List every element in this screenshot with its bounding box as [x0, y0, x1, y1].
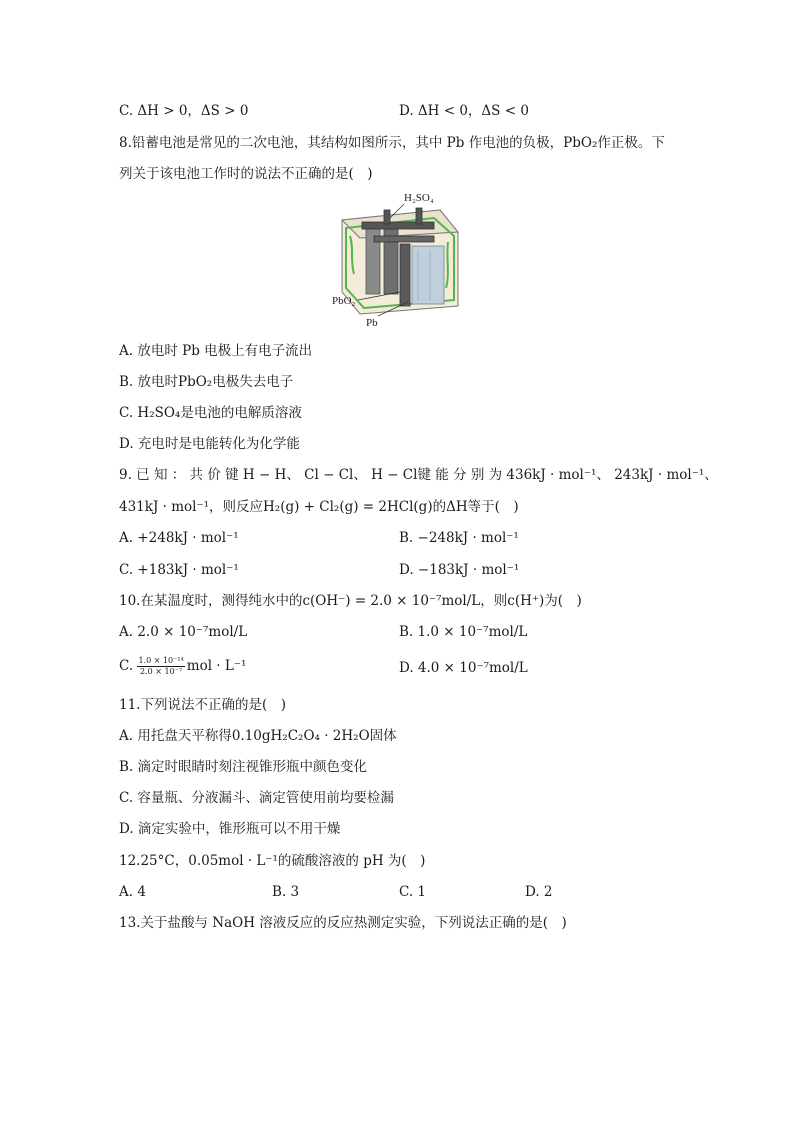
q11-stem: 11.下列说法不正确的是( ): [119, 697, 287, 713]
lead-acid-battery-figure: [320, 188, 472, 334]
q8-option-b: B. 放电时PbO₂电极失去电子: [119, 374, 294, 390]
q8-option-d: D. 充电时是电能转化为化学能: [119, 436, 300, 452]
q8-stem-line2: 列关于该电池工作时的说法不正确的是( ): [119, 166, 373, 182]
q11-option-d: D. 滴定实验中，锥形瓶可以不用干燥: [119, 821, 341, 837]
q10-option-c-fraction: [137, 656, 184, 677]
q12-option-d: D. 2: [525, 884, 553, 900]
q9-option-d: D. −183kJ · mol⁻¹: [399, 562, 520, 578]
q7-option-c: C. ΔH > 0，ΔS > 0: [119, 103, 249, 119]
pb-label: Pb: [366, 317, 378, 329]
pbo2-label: PbO₂: [332, 295, 356, 307]
q10-option-c-prefix: C.: [119, 658, 134, 674]
q8-option-c: C. H₂SO₄是电池的电解质溶液: [119, 405, 302, 421]
fraction-denominator: 2.0 × 10⁻⁷: [140, 667, 183, 676]
q12-option-a: A. 4: [119, 884, 146, 900]
q10-option-b: B. 1.0 × 10⁻⁷mol/L: [399, 624, 528, 640]
q12-option-b: B. 3: [272, 884, 300, 900]
q10-stem: 10.在某温度时，测得纯水中的c(OH⁻) = 2.0 × 10⁻⁷mol/L，则c(H⁺)为( ): [119, 593, 582, 609]
q10-option-d: D. 4.0 × 10⁻⁷mol/L: [399, 660, 528, 676]
q8-stem-line1: 8.铅蓄电池是常见的二次电池，其结构如图所示，其中 Pb 作电池的负极，PbO₂作正极。下: [119, 135, 665, 151]
q8-option-a: A. 放电时 Pb 电极上有电子流出: [119, 343, 313, 359]
q9-option-c: C. +183kJ · mol⁻¹: [119, 562, 239, 578]
q9-option-b: B. −248kJ · mol⁻¹: [399, 530, 519, 546]
q9-option-a: A. +248kJ · mol⁻¹: [119, 530, 239, 546]
q11-option-c: C. 容量瓶、分液漏斗、滴定管使用前均要检漏: [119, 790, 394, 806]
q10-option-a: A. 2.0 × 10⁻⁷mol/L: [119, 624, 248, 640]
q9-stem-line2: 431kJ · mol⁻¹，则反应H₂(g) + Cl₂(g) = 2HCl(g)的ΔH等于( ): [119, 499, 519, 515]
q11-option-b: B. 滴定时眼睛时刻注视锥形瓶中颜色变化: [119, 759, 368, 775]
q10-option-c-unit: mol · L⁻¹: [186, 658, 247, 674]
h2so4-label: H₂SO₄: [404, 192, 434, 204]
q12-option-c: C. 1: [399, 884, 427, 900]
q10-option-c: [119, 654, 246, 678]
q11-option-a: A. 用托盘天平称得0.10gH₂C₂O₄ · 2H₂O固体: [119, 728, 397, 744]
q7-option-d: D. ΔH < 0，ΔS < 0: [399, 103, 529, 119]
q9-stem-line1: 9. 已 知 ： 共 价 键 H − H、 Cl − Cl、 H − Cl键 能 分 别 为 436kJ · mol⁻¹、 243kJ · mol⁻¹、: [119, 467, 718, 483]
fraction-numerator: 1.0 × 10⁻¹⁴: [138, 656, 184, 665]
q13-stem: 13.关于盐酸与 NaOH 溶液反应的反应热测定实验，下列说法正确的是( ): [119, 915, 567, 931]
q12-stem: 12.25°C，0.05mol · L⁻¹的硫酸溶液的 pH 为( ): [119, 853, 426, 869]
